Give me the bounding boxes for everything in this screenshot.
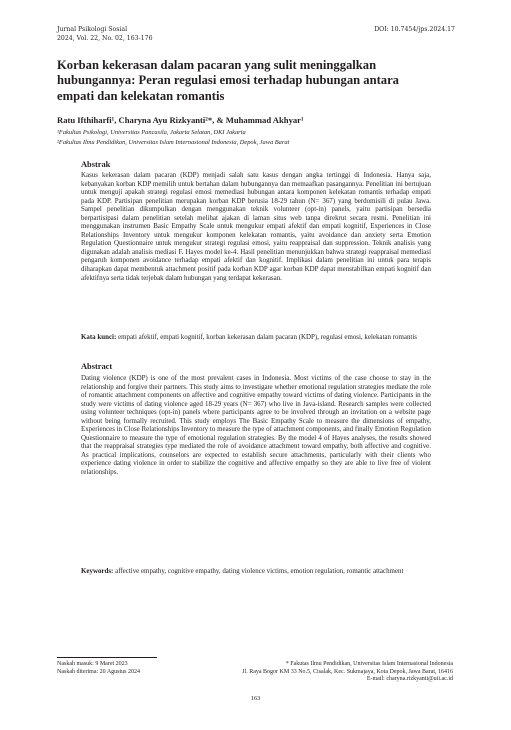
correspondence-email: E-mail: charyna.rizkyanti@uii.ac.id xyxy=(366,676,453,683)
submission-dates xyxy=(57,661,140,676)
journal-name: Jurnal Psikologi Sosial xyxy=(57,26,128,33)
author-list: Ratu Ifthiharfi¹, Charyna Ayu Rizkyanti²*, & Muhammad Akhyar¹ xyxy=(57,115,304,125)
affiliation-2: ²Fakultas Ilmu Pendidikan, Universitas Islam Internasional Indonesia, Depok, Jawa Barat xyxy=(57,139,290,146)
abstrak-heading: Abstrak xyxy=(81,160,111,169)
correspondence-affiliation: * Fakutas Ilmu Pendidikan, Universitas Islam Internasional Indonesia xyxy=(285,661,453,667)
keywords xyxy=(81,567,431,576)
kata-kunci-text: empati afektif, empati kognitif, korban kekerasan dalam pacaran (KDP), regulasi emosi, kelekatan romantis xyxy=(116,333,417,341)
received-date: Naskah masuk: 9 Maret 2023 xyxy=(57,661,128,667)
affiliation-1: ¹Fakultas Psikologi, Universitas Pancasila, Jakarta Selatan, DKI Jakarta xyxy=(57,129,246,136)
kata-kunci-label: Kata kunci: xyxy=(81,333,117,341)
doi: DOI: 10.7454/jps.2024.17 xyxy=(374,26,455,33)
keywords-text: affective empathy, cognitive empathy, dating violence victims, emotion regulation, romantic attachment xyxy=(113,567,404,575)
footnote-divider xyxy=(57,657,157,658)
abstract-heading: Abstract xyxy=(81,362,113,371)
page-number: 163 xyxy=(250,695,261,702)
abstrak-text: Kasus kekerasan dalam pacaran (KDP) menjadi salah satu kasus dengan angka tertinggi di Indonesia. Hanya saja, kebanyakan korban KDP memilih untuk bertahan dalam hubungannya dan memaafkan pasangannya. Penelitian ini bertujuan untuk menguji apakah strategi regulasi emosi memediasi hubungan antara komponen kelekatan romantis terhadap empati pada KDP. Partisipan penelitian merupakan korban KDP berusia 18-29 tahun (N= 367) yang berdomisili di pulau Jawa. Sampel penelitian dikumpulkan dengan menggunakan teknik volunteer (opt-in) panels, yaitu partisipan bersedia berpartisipasi dalam penelitian setelah melihat ajakan di laman situs web tanpa direkrut secara resmi. Penelitian ini menggunakan instrumen Basic Empathy Scale untuk mengukur empati afektif dan empati kognitif, Experiences in Close Relationships Inventory untuk mengukur komponen kelekatan romantis, yaitu avoidance dan anxiety serta Emotion Regulation Questionnaire untuk mengukur strategi regulasi emosi, yaitu reappraisal dan suppression. Teknik analisis yang digunakan adalah analisis mediasi F. Hayes model ke-4. Hasil penelitian menunjukkan bahwa strategi reappraisal memediasi pengaruh komponen avoidance terhadap empati afektif dan kognitif. Implikasi dalam penelitian ini untuk para terapis diharapkan dapat membentuk attachment positif pada korban KDP agar korban KDP dapat menstabilkan empati kognitif dan afektifnya serta tidak terjebak dalam hubungan yang terdapat kekerasan. xyxy=(81,171,431,282)
journal-volume: 2024, Vol. 22, No. 02, 163-176 xyxy=(57,34,153,42)
abstract-text: Dating violence (KDP) is one of the most prevalent cases in Indonesia. Most victims of the case choose to stay in the relationship and forgive their partners. This study aims to investigate whether emotional regulation strategies mediate the role of romantic attachment components on affective and cognitive empathy toward victims of dating violence. Participants in the study were victims of dating violence aged 18-29 years (N= 367) who live in Java-island. Research samples were collected using volunteer techniques (opt-in) panels where participants agree to be involved through an invitation on a website page without being formally recruited. This study employs The Basic Empathy Scale to measure the dimensions of empathy, Experiences in Close Relationships Inventory to measure the type of attachment components, and finally Emotion Regulation Questionnaire to measure the type of emotional regulation strategies. By the model 4 of Hayes analyses, the results showed that the reappraisal strategies type mediated the role of avoidance attachment toward empathy, both affective and cognitive. As practical implications, counselors are expected to establish secure attachments, particularly with their clients who experience dating violence in order to stabilize the cognitive and affective empathy so they are able to live free of violent relationships. xyxy=(81,374,431,477)
journal-info xyxy=(57,26,153,43)
correspondence-address: Jl. Raya Bogor KM 33 No.5, Cisalak, Kec. Sukmajaya, Kota Depok, Jawa Barat, 16416 xyxy=(242,668,453,675)
article-title: Korban kekerasan dalam pacaran yang sulit meninggalkan hubungannya: Peran regulasi emosi terhadap hubungan antara empati dan kelekatan romantis xyxy=(57,58,399,103)
kata-kunci xyxy=(81,333,431,342)
correspondence-note xyxy=(242,661,453,684)
accepted-date: Naskah diterima: 20 Agustus 2024 xyxy=(57,668,140,675)
keywords-label: Keywords: xyxy=(81,567,114,575)
